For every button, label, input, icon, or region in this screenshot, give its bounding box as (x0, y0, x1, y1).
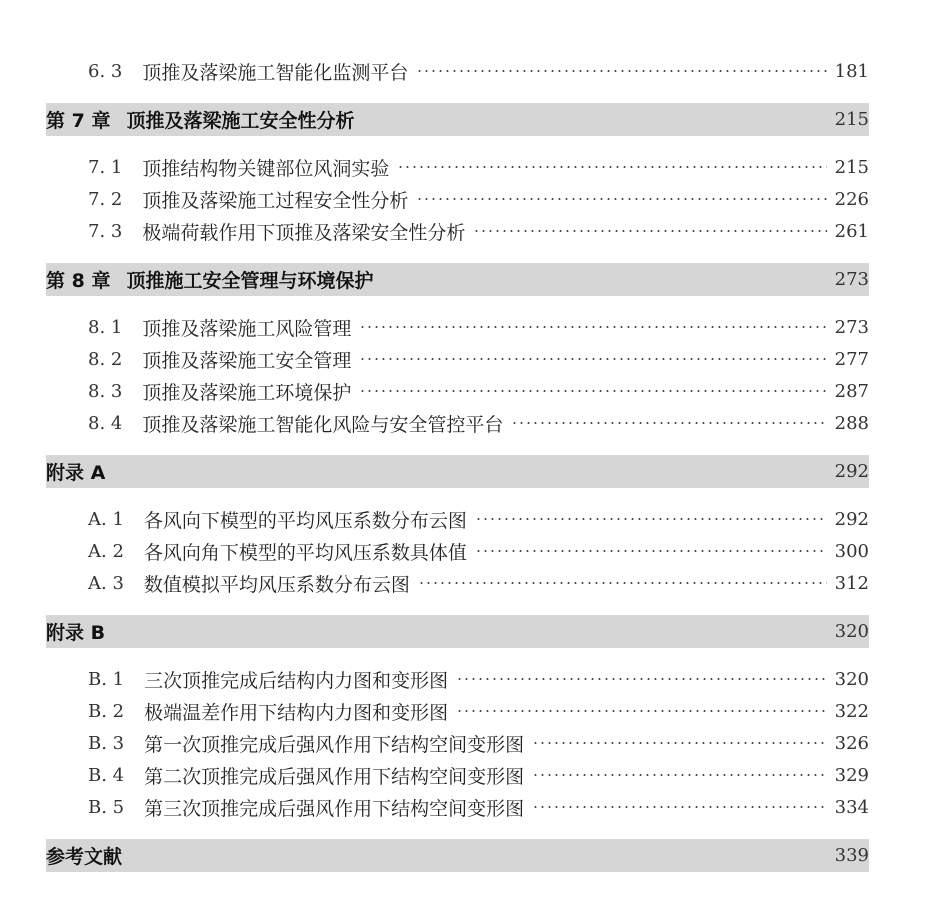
page-number: 320 (834, 668, 869, 690)
section-title: 顶推及落梁施工过程安全性分析 (142, 189, 409, 212)
page-number: 226 (834, 188, 869, 210)
section-title: 顶推及落梁施工环境保护 (142, 381, 352, 404)
toc-appendix[interactable] (46, 615, 869, 648)
section-title: 各风向下模型的平均风压系数分布云图 (143, 509, 467, 532)
section-number: B. 4 (88, 764, 125, 786)
section-title: 顶推结构物关键部位风洞实验 (142, 157, 390, 180)
page-number: 287 (834, 380, 869, 402)
dot-leader (416, 198, 826, 200)
section-number: B. 3 (88, 732, 125, 754)
section-number: 6. 3 (88, 60, 123, 82)
section-number: 8. 4 (88, 412, 123, 434)
page-number: 215 (834, 156, 869, 178)
toc-references[interactable] (46, 839, 869, 872)
section-number: A. 2 (88, 540, 124, 562)
toc-entry[interactable] (46, 375, 869, 407)
section-number: B. 1 (88, 668, 125, 690)
dot-leader (532, 742, 827, 744)
page-number: 312 (834, 572, 869, 594)
dot-leader (532, 806, 827, 808)
dot-leader (511, 422, 826, 424)
section-title: 第二次顶推完成后强风作用下结构空间变形图 (144, 765, 525, 788)
dot-leader (418, 582, 827, 584)
page-number: 326 (834, 732, 869, 754)
section-number: B. 5 (88, 796, 125, 818)
section-number: 8. 3 (88, 380, 123, 402)
section-number: 8. 2 (88, 348, 123, 370)
toc-entry[interactable] (46, 55, 869, 87)
toc-entry[interactable] (46, 535, 869, 567)
section-title: 各风向角下模型的平均风压系数具体值 (143, 541, 467, 564)
section-number: B. 2 (88, 700, 125, 722)
toc-entry[interactable] (46, 791, 869, 823)
page-number: 292 (834, 461, 869, 482)
page-number: 215 (834, 109, 869, 130)
section-number: 7. 1 (88, 156, 123, 178)
section-number: 7. 3 (88, 220, 123, 242)
section-title: 极端温差作用下结构内力图和变形图 (144, 701, 449, 724)
toc-entry[interactable] (46, 311, 869, 343)
page-number: 300 (834, 540, 869, 562)
section-title: 顶推及落梁施工智能化监测平台 (142, 61, 409, 84)
dot-leader (473, 230, 826, 232)
page-number: 261 (834, 220, 869, 242)
section-title: 第一次顶推完成后强风作用下结构空间变形图 (144, 733, 525, 756)
dot-leader (416, 70, 826, 72)
toc-entry[interactable] (46, 759, 869, 791)
page-number: 334 (834, 796, 869, 818)
section-title: 三次顶推完成后结构内力图和变形图 (144, 669, 449, 692)
references-label: 参考文献 (46, 846, 123, 868)
section-title: 数值模拟平均风压系数分布云图 (143, 573, 410, 596)
chapter-number: 第 7 章 (46, 110, 111, 132)
chapter-number: 第 8 章 (46, 270, 111, 292)
chapter-title: 顶推施工安全管理与环境保护 (126, 270, 374, 292)
toc-entry[interactable] (46, 567, 869, 599)
page-number: 273 (834, 316, 869, 338)
toc-entry[interactable] (46, 663, 869, 695)
page-number: 288 (834, 412, 869, 434)
dot-leader (532, 774, 827, 776)
page-number: 320 (834, 621, 869, 642)
dot-leader (475, 518, 827, 520)
section-number: 7. 2 (88, 188, 123, 210)
chapter-title: 顶推及落梁施工安全性分析 (126, 110, 355, 132)
dot-leader (456, 678, 827, 680)
toc-entry[interactable] (46, 695, 869, 727)
table-of-contents (46, 55, 869, 872)
appendix-label: 附录 A (46, 462, 106, 484)
toc-entry[interactable] (46, 183, 869, 215)
section-title: 顶推及落梁施工智能化风险与安全管控平台 (142, 413, 504, 436)
dot-leader (397, 166, 826, 168)
dot-leader (475, 550, 827, 552)
toc-entry[interactable] (46, 727, 869, 759)
section-number: 8. 1 (88, 316, 123, 338)
page-number: 181 (834, 60, 869, 82)
section-title: 第三次顶推完成后强风作用下结构空间变形图 (144, 797, 525, 820)
page-number: 273 (834, 269, 869, 290)
toc-appendix[interactable] (46, 455, 869, 488)
section-number: A. 1 (88, 508, 124, 530)
dot-leader (456, 710, 827, 712)
dot-leader (359, 326, 826, 328)
toc-entry[interactable] (46, 503, 869, 535)
page-number: 277 (834, 348, 869, 370)
page-number: 322 (834, 700, 869, 722)
toc-entry[interactable] (46, 215, 869, 247)
toc-entry[interactable] (46, 151, 869, 183)
page-number: 292 (834, 508, 869, 530)
dot-leader (359, 390, 826, 392)
page-number: 329 (834, 764, 869, 786)
section-number: A. 3 (88, 572, 124, 594)
toc-chapter[interactable] (46, 103, 869, 136)
section-title: 顶推及落梁施工风险管理 (142, 317, 352, 340)
section-title: 极端荷载作用下顶推及落梁安全性分析 (142, 221, 466, 244)
toc-entry[interactable] (46, 407, 869, 439)
dot-leader (359, 358, 826, 360)
toc-chapter[interactable] (46, 263, 869, 296)
page-number: 339 (834, 845, 869, 866)
appendix-label: 附录 B (46, 622, 106, 644)
section-title: 顶推及落梁施工安全管理 (142, 349, 352, 372)
toc-entry[interactable] (46, 343, 869, 375)
